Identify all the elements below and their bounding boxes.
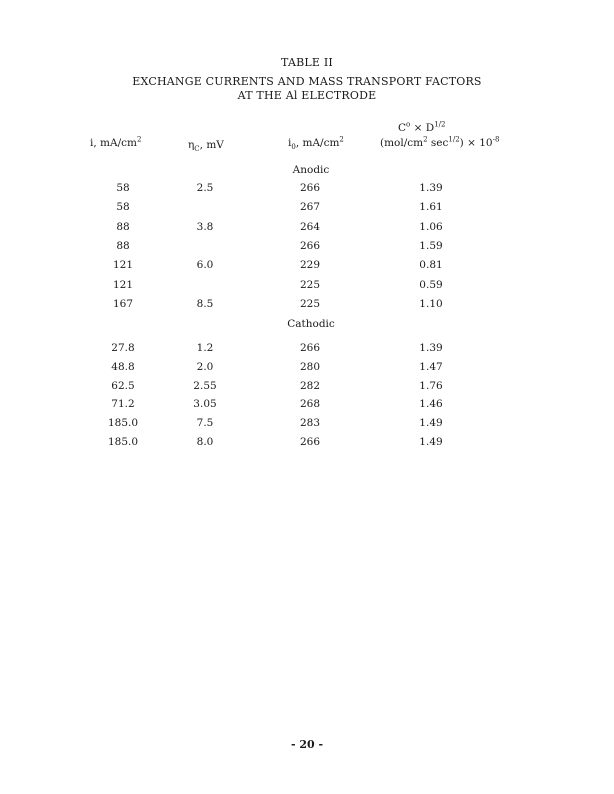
table-row: [0, 182, 614, 196]
cell-current-density: 121: [112, 259, 134, 272]
table-row: [0, 417, 614, 431]
cell-mass-transport: 1.39: [419, 342, 443, 354]
cell-exchange-current: 264: [299, 220, 321, 233]
cell-exchange-current: 225: [299, 297, 321, 310]
section-label: Cathodic: [287, 318, 335, 330]
table-row: [0, 342, 614, 356]
section-label: Anodic: [292, 164, 330, 176]
cell-current-density: 121: [112, 278, 134, 291]
header-mass-transport-line2: ($mol/cm^2$ $\sec^{1/2}) \times 10^{-8}$: [380, 135, 500, 149]
cell-exchange-current: 266: [299, 239, 321, 252]
cell-exchange-current: 266: [299, 182, 321, 194]
cell-exchange-current: 267: [299, 201, 321, 214]
table-row: [0, 221, 614, 235]
table-row: [0, 380, 614, 394]
cell-exchange-current: 266: [299, 342, 321, 354]
cell-overpotential: 6.0: [196, 259, 214, 272]
cell-current-density: 27.8: [111, 342, 135, 354]
cell-exchange-current: 268: [299, 398, 321, 411]
cell-mass-transport: 1.06: [419, 220, 443, 233]
cell-current-density: 185.0: [107, 436, 139, 448]
cell-mass-transport: 1.46: [419, 398, 443, 411]
cell-overpotential: 2.55: [193, 379, 217, 392]
cell-current-density: 58: [116, 182, 130, 194]
cell-mass-transport: 1.47: [419, 360, 443, 373]
cell-exchange-current: 283: [299, 417, 321, 430]
table-row: [0, 201, 614, 215]
cell-mass-transport: 1.76: [419, 379, 443, 392]
table-row: [0, 398, 614, 412]
cell-mass-transport: 1.49: [419, 436, 443, 448]
cell-current-density: 71.2: [111, 398, 135, 411]
table-row: [0, 361, 614, 375]
header-overpotential: $\eta_C$, mV: [188, 139, 224, 154]
table-title-line2: AT THE Al ELECTRODE: [237, 89, 377, 102]
cell-overpotential: 1.2: [196, 342, 214, 354]
cell-current-density: 167: [112, 297, 134, 310]
cell-exchange-current: 282: [299, 379, 321, 392]
cell-exchange-current: 266: [299, 436, 321, 448]
table-row: [0, 436, 614, 450]
cell-overpotential: 2.5: [196, 182, 214, 194]
table-label: TABLE II: [281, 56, 333, 69]
table-row: [0, 279, 614, 293]
cell-exchange-current: 280: [299, 360, 321, 373]
table-row: [0, 259, 614, 273]
cell-mass-transport: 0.81: [419, 259, 443, 272]
cell-current-density: 62.5: [111, 379, 135, 392]
header-current-density: i, $mA/cm^2$: [90, 135, 142, 149]
cell-overpotential: 3.05: [193, 398, 217, 411]
cell-exchange-current: 225: [299, 278, 321, 291]
cell-overpotential: 8.5: [196, 297, 214, 310]
cell-current-density: 88: [116, 239, 130, 252]
cell-overpotential: 7.5: [196, 417, 214, 430]
table-row: [0, 298, 614, 312]
cell-overpotential: 2.0: [196, 360, 214, 373]
cell-mass-transport: 1.61: [419, 201, 443, 214]
cell-current-density: 58: [116, 201, 130, 214]
header-mass-transport-line1: $C^o \times D^{1/2}$: [398, 120, 446, 134]
cell-mass-transport: 1.49: [419, 417, 443, 430]
cell-overpotential: 8.0: [196, 436, 214, 448]
cell-mass-transport: 1.10: [419, 297, 443, 310]
cell-mass-transport: 1.39: [419, 182, 443, 194]
cell-current-density: 185.0: [107, 417, 139, 430]
cell-overpotential: 3.8: [196, 220, 214, 233]
table-title-line1: EXCHANGE CURRENTS AND MASS TRANSPORT FACTORS: [132, 75, 482, 88]
header-exchange-current: $i_0$, $mA/cm^2$: [288, 135, 344, 152]
table-row: [0, 240, 614, 254]
cell-mass-transport: 1.59: [419, 239, 443, 252]
cell-exchange-current: 229: [299, 259, 321, 272]
page-number: - 20 -: [290, 738, 324, 751]
cell-mass-transport: 0.59: [419, 278, 443, 291]
cell-current-density: 88: [116, 220, 130, 233]
cell-current-density: 48.8: [111, 360, 135, 373]
